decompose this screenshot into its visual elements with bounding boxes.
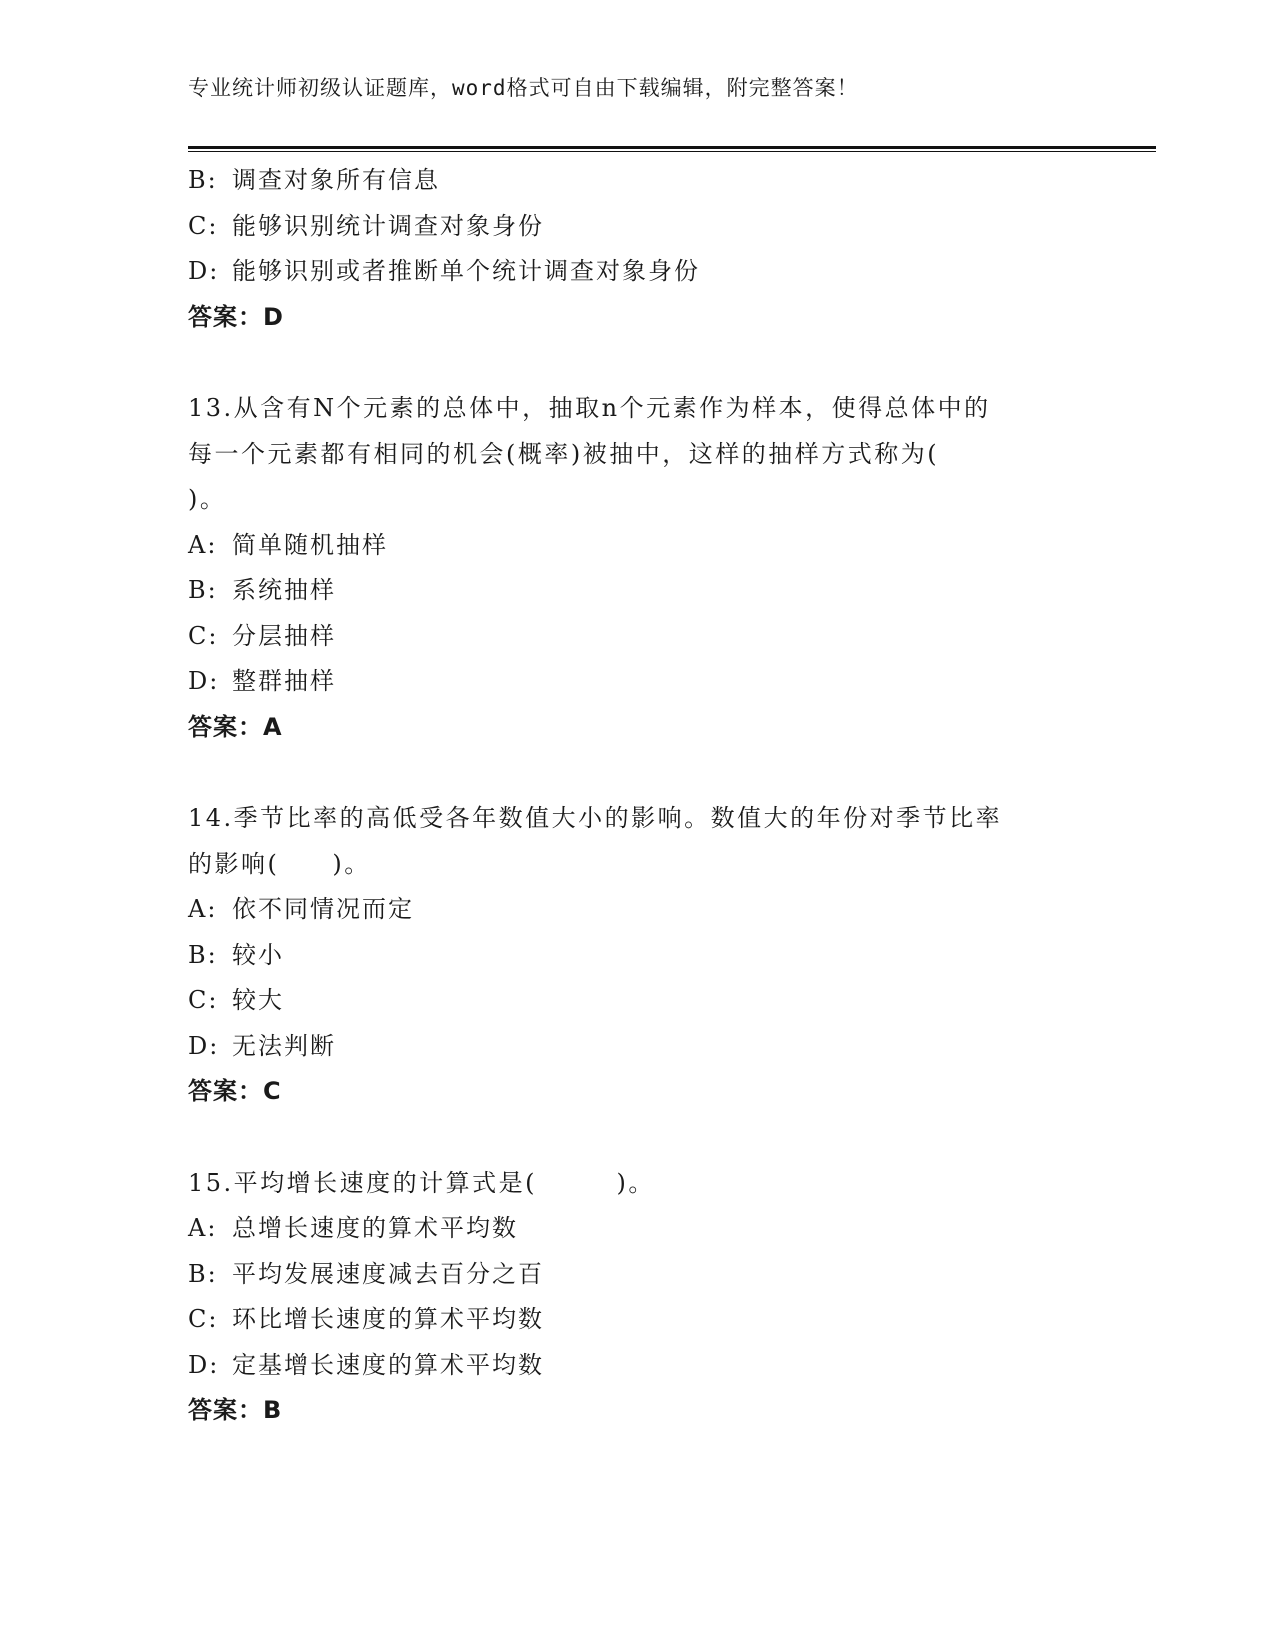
option-key: C:: [188, 1305, 219, 1333]
option-c: [188, 1297, 1088, 1343]
option-c: [188, 614, 1088, 660]
question-12-continued: [188, 158, 1088, 340]
option-d: [188, 1024, 1088, 1070]
spacer: [188, 340, 1088, 386]
option-b: [188, 1252, 1088, 1298]
answer-line: 答案：C: [188, 1077, 282, 1105]
question-stem-line: 14.季节比率的高低受各年数值大小的影响。数值大的年份对季节比率: [188, 804, 1003, 832]
option-b: [188, 568, 1088, 614]
answer-line: 答案：D: [188, 302, 284, 331]
spacer: [188, 750, 1088, 796]
option-key: B:: [188, 940, 218, 969]
question-stem-line: 15.平均增长速度的计算式是( )。: [188, 1168, 655, 1197]
header-rule-thin: [188, 151, 1156, 152]
option-key: A:: [188, 530, 218, 559]
option-key: B:: [188, 1259, 218, 1288]
page-header: 专业统计师初级认证题库，word格式可自由下载编辑，附完整答案！: [188, 76, 859, 100]
option-text: 定基增长速度的算术平均数: [232, 1350, 544, 1379]
option-text: 总增长速度的算术平均数: [232, 1214, 518, 1242]
option-text: 分层抽样: [232, 621, 336, 650]
option-key: A:: [188, 895, 218, 923]
question-13: [188, 386, 1088, 750]
option-key: B:: [188, 166, 218, 194]
option-key: A:: [188, 1214, 218, 1242]
option-key: D:: [188, 1031, 220, 1060]
option-text: 较小: [232, 940, 284, 969]
option-d: [188, 1343, 1088, 1389]
question-stem-line: 13.从含有N个元素的总体中，抽取n个元素作为样本，使得总体中的: [188, 394, 991, 422]
question-15: [188, 1161, 1088, 1434]
option-b: [188, 158, 1088, 204]
option-key: D:: [188, 667, 220, 695]
option-text: 环比增长速度的算术平均数: [232, 1305, 544, 1333]
option-text: 简单随机抽样: [232, 530, 388, 559]
option-key: D:: [188, 257, 220, 285]
option-key: B:: [188, 576, 218, 604]
question-stem-line: )。: [188, 485, 227, 513]
option-c: [188, 978, 1088, 1024]
option-d: [188, 249, 1088, 295]
option-a: [188, 887, 1088, 933]
option-text: 系统抽样: [232, 576, 336, 604]
option-c: [188, 204, 1088, 250]
option-text: 调查对象所有信息: [232, 166, 440, 194]
option-key: D:: [188, 1350, 220, 1379]
option-text: 能够识别或者推断单个统计调查对象身份: [232, 257, 700, 285]
answer-line: 答案：A: [188, 712, 283, 741]
option-d: [188, 659, 1088, 705]
answer-line: 答案：B: [188, 1396, 283, 1424]
document-body: [188, 158, 1088, 1434]
option-text: 依不同情况而定: [232, 895, 414, 923]
option-b: [188, 933, 1088, 979]
question-14: [188, 796, 1088, 1115]
option-text: 整群抽样: [232, 667, 336, 695]
question-stem-line: 的影响( )。: [188, 849, 371, 878]
option-key: C:: [188, 211, 219, 240]
option-text: 能够识别统计调查对象身份: [232, 211, 544, 240]
option-text: 较大: [232, 986, 284, 1014]
option-text: 平均发展速度减去百分之百: [232, 1259, 544, 1288]
option-key: C:: [188, 621, 219, 650]
option-key: C:: [188, 986, 219, 1014]
spacer: [188, 1115, 1088, 1161]
question-stem-line: 每一个元素都有相同的机会(概率)被抽中，这样的抽样方式称为(: [188, 439, 940, 468]
option-a: [188, 523, 1088, 569]
header-rule-thick: [188, 146, 1156, 149]
option-a: [188, 1206, 1088, 1252]
option-text: 无法判断: [232, 1031, 336, 1060]
